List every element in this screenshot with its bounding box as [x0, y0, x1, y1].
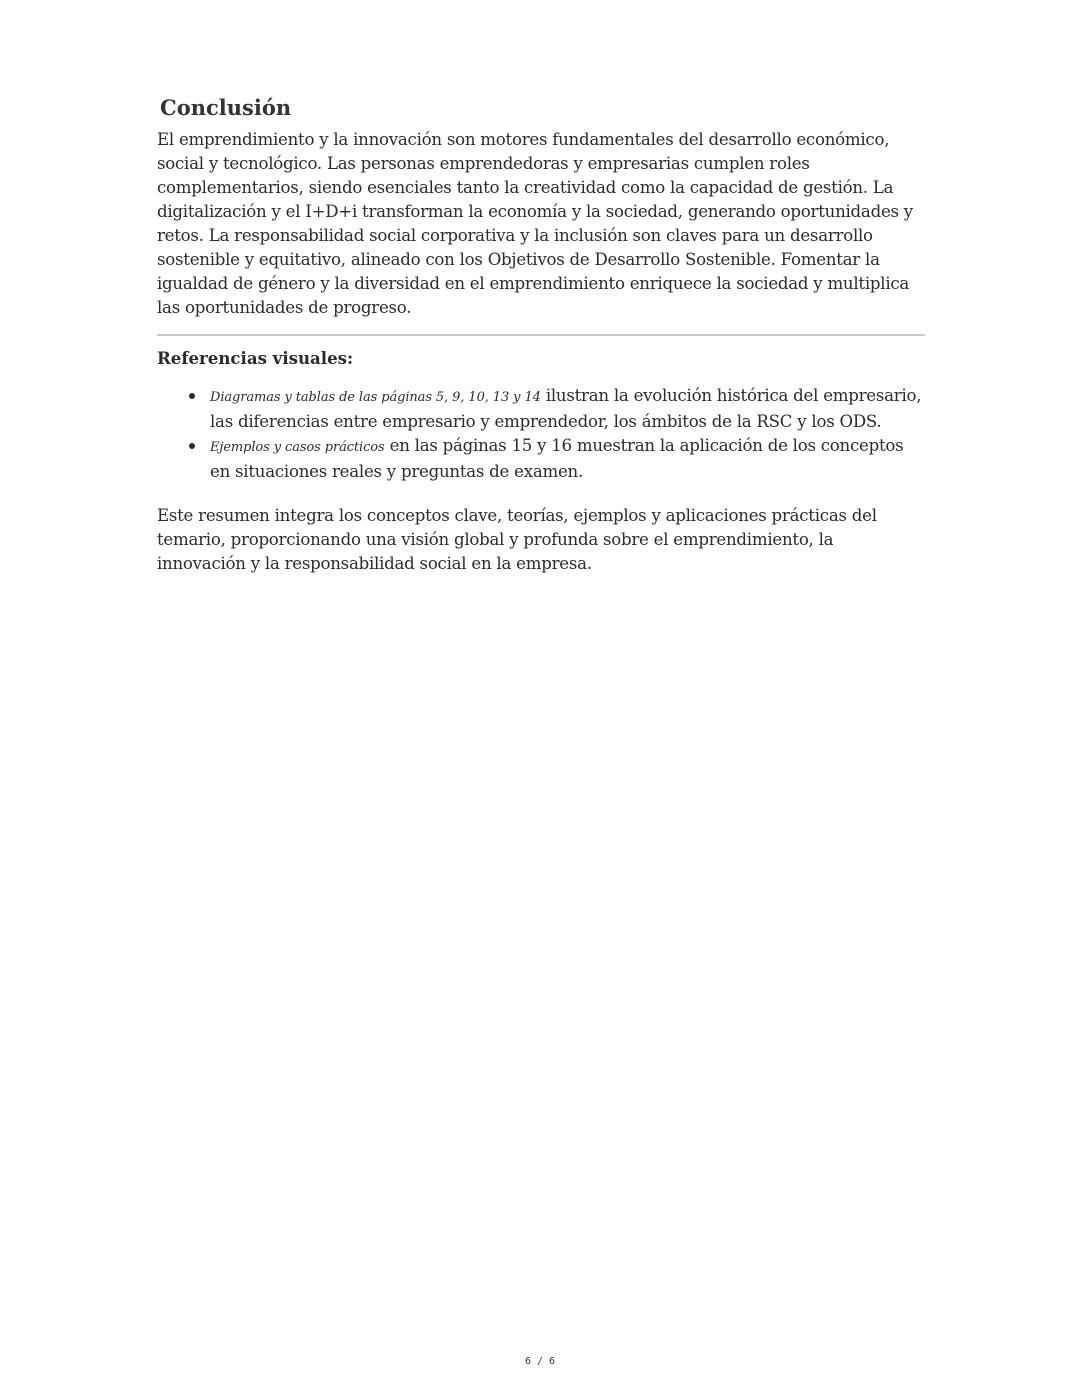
page-indicator: 6 / 6	[524, 1356, 556, 1367]
list-item	[157, 384, 925, 434]
reference-emphasis: Diagramas y tablas de las páginas 5, 9, 10, 13 y 14	[210, 390, 541, 405]
document-page	[157, 92, 925, 576]
section-title: Conclusión	[160, 95, 292, 120]
list-item	[157, 434, 925, 484]
reference-emphasis: Ejemplos y casos prácticos	[210, 440, 385, 455]
bullet-icon	[189, 393, 195, 399]
bullet-icon	[189, 443, 195, 449]
horizontal-divider	[157, 334, 925, 336]
conclusion-paragraph: El emprendimiento y la innovación son motores fundamentales del desarrollo económico, social y tecnológico. Las personas emprendedoras y empresarias cumplen roles complementarios, siendo esenciales tanto la creatividad como la capacidad de gestión. La digitalización y el I+D+i transforman la economía y la sociedad, generando oportunidades y retos. La responsabilidad social corporativa y la inclusión son claves para un desarrollo sostenible y equitativo, alineado con los Objetivos de Desarrollo Sostenible. Fomentar la igualdad de género y la diversidad en el emprendimiento enriquece la sociedad y multiplica las oportunidades de progreso.	[157, 130, 913, 317]
references-list	[157, 384, 925, 484]
closing-paragraph: Este resumen integra los conceptos clave, teorías, ejemplos y aplicaciones prácticas del temario, proporcionando una visión global y profunda sobre el emprendimiento, la innovación y la responsabilidad social en la empresa.	[157, 506, 877, 573]
reference-text: ilustran la evolución histórica del empresario, las diferencias entre empresario y emprendedor, los ámbitos de la RSC y los ODS.	[210, 386, 922, 431]
reference-text: en las páginas 15 y 16 muestran la aplicación de los conceptos en situaciones reales y preguntas de examen.	[210, 436, 904, 481]
references-heading: Referencias visuales:	[157, 348, 354, 368]
